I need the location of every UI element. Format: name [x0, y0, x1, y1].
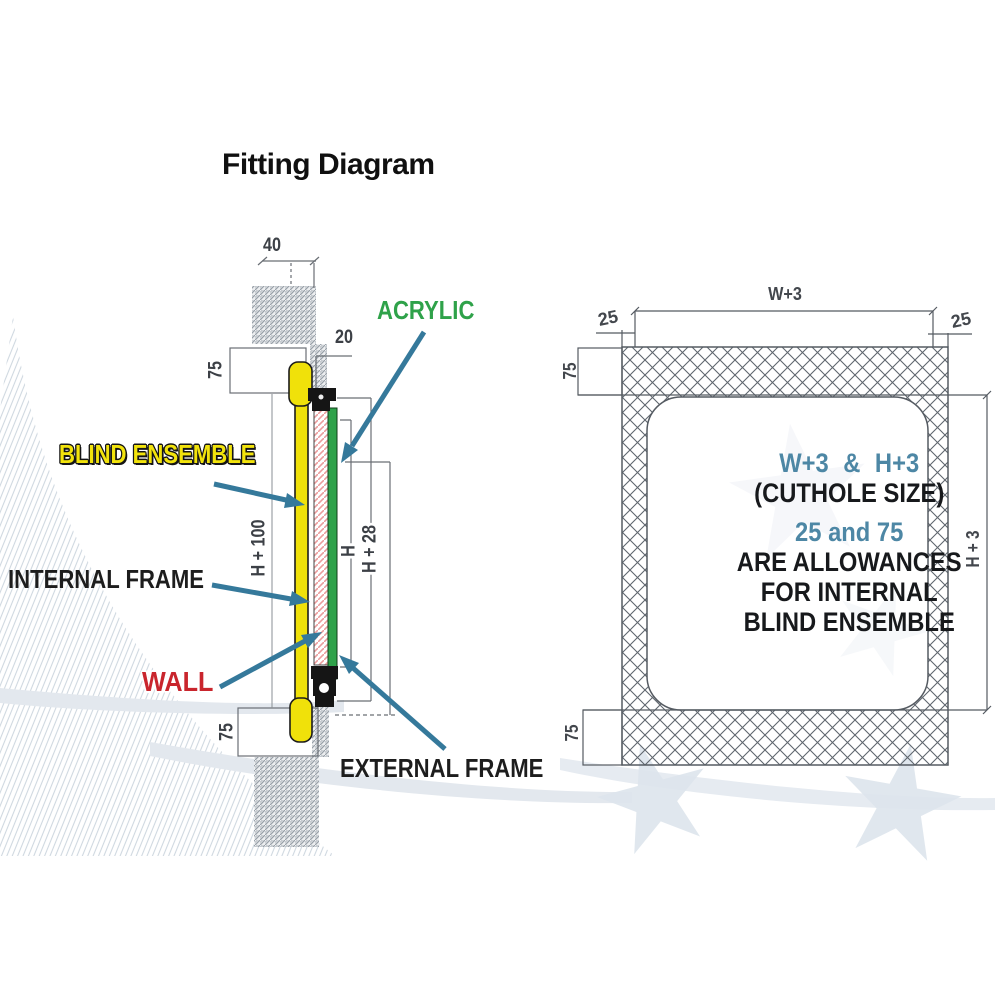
external-frame-label: EXTERNAL FRAME — [340, 753, 544, 783]
external-frame-arrow — [339, 655, 445, 749]
dim-top-offset: 40 — [263, 235, 281, 256]
frame-connector-bottom — [311, 666, 338, 707]
blind-ensemble-label: BLIND ENSEMBLE — [59, 439, 256, 469]
cutout-note — [726, 448, 972, 637]
note-line2: FOR INTERNAL — [760, 577, 938, 607]
note-sizes: W+3 & H+3 — [779, 448, 920, 478]
acrylic-panel-strip — [328, 408, 337, 679]
note-line3: BLIND ENSEMBLE — [743, 607, 955, 637]
acrylic-label: ACRYLIC — [377, 295, 475, 325]
note-allowance-values: 25 and 75 — [795, 517, 904, 547]
dim-overall-height: H + 100 — [248, 519, 270, 577]
wall-label: WALL — [142, 666, 214, 697]
page-title: Fitting Diagram — [222, 148, 435, 181]
dim-right-allowance: 25 — [949, 308, 973, 332]
dim-left-allowance: 25 — [596, 306, 620, 330]
note-line1: ARE ALLOWANCES — [736, 547, 962, 577]
dim-cutout-bottom-allowance: 75 — [562, 724, 582, 742]
wall-section-strip — [314, 407, 328, 665]
dim-cutout-width: W+3 — [768, 284, 802, 304]
blind-ensemble-arrow — [214, 484, 305, 508]
dim-face-offset: 20 — [335, 327, 353, 348]
dim-cutout-height: H + 3 — [963, 530, 983, 568]
blind-ensemble-strip — [289, 362, 312, 742]
dim-cut-height: H — [338, 545, 360, 557]
dim-bottom-allowance: 75 — [216, 723, 238, 741]
note-cuthole: (CUTHOLE SIZE) — [754, 478, 945, 508]
dim-top-allowance: 75 — [205, 361, 227, 379]
internal-frame-label: INTERNAL FRAME — [8, 564, 205, 594]
dim-cutout-top-allowance: 75 — [560, 362, 580, 380]
dim-frame-height: H + 28 — [359, 524, 381, 574]
